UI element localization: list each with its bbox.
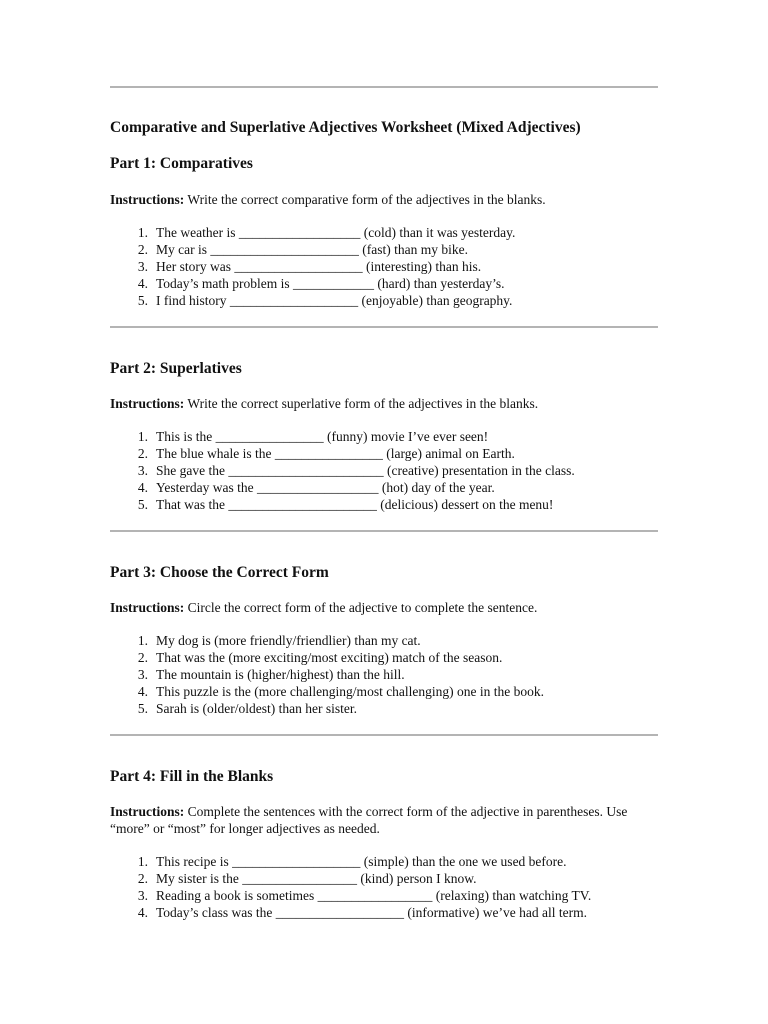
list-item: 2. That was the (more exciting/most exciting) match of the season. bbox=[137, 650, 503, 665]
part-3-instructions bbox=[110, 599, 658, 616]
part-3-divider bbox=[110, 734, 658, 736]
part-2-divider bbox=[110, 530, 658, 532]
instructions-label: Instructions: bbox=[110, 396, 185, 411]
part-2-instructions bbox=[110, 395, 658, 412]
instructions-label: Instructions: bbox=[110, 600, 185, 615]
list-item: 3. She gave the _______________________ (creative) presentation in the class. bbox=[137, 463, 575, 478]
part-4-heading: Part 4: Fill in the Blanks bbox=[110, 768, 274, 785]
list-item: 1. This recipe is ___________________ (simple) than the one we used before. bbox=[137, 854, 567, 869]
part-1-list bbox=[110, 224, 515, 309]
part-4-instruction-text: Complete the sentences with the correct form of the adjective in parentheses. Use “more” or “most” for longer adjectives as needed. bbox=[110, 804, 628, 836]
part-2-instruction-text: Write the correct superlative form of the adjectives in the blanks. bbox=[187, 396, 539, 411]
list-item: 3. Her story was ___________________ (interesting) than his. bbox=[137, 259, 482, 274]
part-1-instructions bbox=[110, 191, 658, 208]
part-1-divider bbox=[110, 326, 658, 328]
list-item: 2. My sister is the _________________ (kind) person I know. bbox=[137, 871, 477, 886]
list-item: 4. Today’s class was the ___________________ (informative) we’ve had all term. bbox=[137, 905, 587, 920]
top-divider bbox=[110, 86, 658, 88]
list-item: 5. I find history ___________________ (enjoyable) than geography. bbox=[137, 293, 513, 308]
part-1-heading: Part 1: Comparatives bbox=[110, 155, 253, 172]
part-3-heading: Part 3: Choose the Correct Form bbox=[110, 564, 329, 581]
list-item: 1. My dog is (more friendly/friendlier) than my cat. bbox=[137, 633, 421, 648]
list-item: 1. This is the ________________ (funny) movie I’ve ever seen! bbox=[137, 429, 489, 444]
list-item: 4. Yesterday was the __________________ (hot) day of the year. bbox=[137, 480, 495, 495]
worksheet-title: Comparative and Superlative Adjectives Worksheet (Mixed Adjectives) bbox=[110, 119, 581, 136]
part-4-instructions bbox=[110, 803, 658, 837]
list-item: 2. My car is ______________________ (fast) than my bike. bbox=[137, 242, 468, 257]
part-1-instruction-text: Write the correct comparative form of the adjectives in the blanks. bbox=[187, 192, 546, 207]
part-2-heading: Part 2: Superlatives bbox=[110, 360, 242, 377]
list-item: 5. That was the ______________________ (delicious) dessert on the menu! bbox=[137, 497, 554, 512]
instructions-label: Instructions: bbox=[110, 192, 185, 207]
list-item: 5. Sarah is (older/oldest) than her sister. bbox=[137, 701, 357, 716]
list-item: 4. This puzzle is the (more challenging/most challenging) one in the book. bbox=[137, 684, 545, 699]
part-3-instruction-text: Circle the correct form of the adjective to complete the sentence. bbox=[187, 600, 538, 615]
list-item: 4. Today’s math problem is ____________ (hard) than yesterday’s. bbox=[137, 276, 505, 291]
part-2-list bbox=[110, 428, 575, 513]
part-3-list bbox=[110, 632, 544, 717]
list-item: 1. The weather is __________________ (cold) than it was yesterday. bbox=[137, 225, 516, 240]
instructions-label: Instructions: bbox=[110, 804, 185, 819]
part-4-list bbox=[110, 853, 591, 921]
list-item: 2. The blue whale is the ________________ (large) animal on Earth. bbox=[137, 446, 515, 461]
list-item: 3. The mountain is (higher/highest) than the hill. bbox=[137, 667, 405, 682]
list-item: 3. Reading a book is sometimes _________________ (relaxing) than watching TV. bbox=[137, 888, 592, 903]
